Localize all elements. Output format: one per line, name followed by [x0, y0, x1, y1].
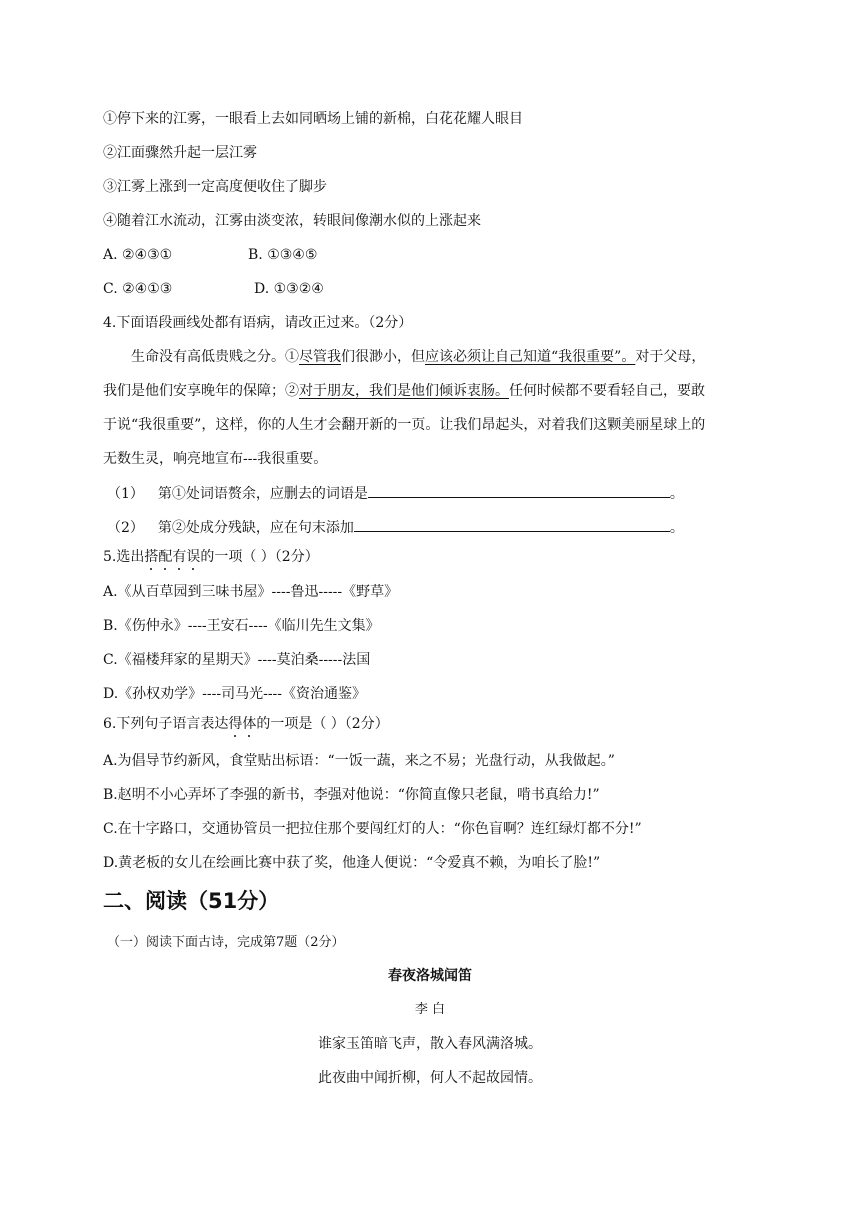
q3-sentence-3: ③江雾上涨到一定高度便收住了脚步 [103, 179, 327, 195]
q4-sub-1-number: （1） [107, 486, 144, 502]
q4-paragraph-line-2 [103, 381, 705, 401]
q4-period: 。 [669, 486, 684, 502]
q6-title-text: 的一项是（ ）（2分） [256, 716, 389, 732]
q3-sentence-4: ④随着江水流动，江雾由淡变浓，转眼间像潮水似的上涨起来 [103, 213, 481, 229]
q4-period: 。 [669, 520, 684, 536]
q6-title [103, 714, 389, 734]
q4-text: 我们是他们安享晚年的保障；② [103, 383, 299, 399]
q4-underlined-2: 应该必须让自己知道“我很重要”。 [425, 349, 636, 365]
q5-option-a: A.《从百草园到三味书屋》----鲁迅-----《野草》 [103, 584, 399, 600]
q3-option-d: D. ①③②④ [254, 281, 324, 297]
emphasis-char: 搭 [144, 549, 159, 565]
section-heading: 二、阅读（51分） [103, 889, 280, 913]
q3-option-a: A. ②④③① [103, 247, 173, 263]
q4-sub-2-number: （2） [107, 520, 144, 536]
q4-paragraph-line-1 [131, 347, 705, 367]
q4-text: 任何时候都不要看轻自己，要敢 [509, 383, 705, 399]
q4-sub-2-text: 第②处成分残缺，应在句末添加 [157, 520, 354, 536]
q4-paragraph-line-4: 无数生灵，响亮地宣布---我很重要。 [103, 451, 328, 467]
q5-title-text: 的一项（ ）（2分） [200, 549, 319, 565]
q6-option-a: A.为倡导节约新风，食堂贴出标语：“一饭一蔬，来之不易；光盘行动，从我做起。” [103, 753, 615, 769]
q5-title-text: 5.选出 [103, 549, 145, 565]
q5-option-c: C.《福楼拜家的星期天》----莫泊桑-----法国 [103, 652, 371, 668]
q4-sub-1-text: 第①处词语赘余，应删去的词语是 [157, 486, 368, 502]
q3-option-b: B. ①③④⑤ [248, 247, 318, 263]
poem-line-1: 谁家玉笛暗飞声，散入春风满洛城。 [318, 1036, 542, 1052]
q4-sub-1 [107, 483, 684, 504]
emphasis-char: 配 [158, 549, 173, 565]
q6-option-d: D.黄老板的女儿在绘画比赛中获了奖，他逢人便说：“令爱真不赖，为咱长了脸!” [103, 855, 601, 871]
q3-option-c: C. ②④①③ [103, 281, 173, 297]
q4-underlined-3: 对于朋友，我们是他们倾诉衷肠。 [299, 383, 509, 399]
q4-paragraph-line-3: 于说“我很重要”，这样，你的人生才会翻开新的一页。让我们昂起头，对着我们这颗美丽星球上的 [103, 417, 706, 433]
poem-line-2: 此夜曲中闻折柳，何人不起故园情。 [318, 1070, 542, 1086]
q4-sub-2 [107, 517, 684, 538]
emphasis-char: 误 [186, 549, 201, 565]
q4-underlined-1: 尽管我 [299, 349, 341, 365]
q4-text: 们很渺小，但 [341, 349, 425, 365]
q6-title-text: 6.下列句子语言表达 [103, 716, 229, 732]
emphasis-char: 体 [242, 716, 257, 732]
q4-text: 生命没有高低贵贱之分。① [131, 349, 299, 365]
emphasis-char: 有 [172, 549, 187, 565]
q3-sentence-1: ①停下来的江雾，一眼看上去如同晒场上铺的新棉，白花花耀人眼目 [103, 111, 523, 127]
q5-option-d: D.《孙权劝学》----司马光----《资治通鉴》 [103, 686, 367, 702]
q6-option-c: C.在十字路口，交通协管员一把拉住那个要闯红灯的人：“你色盲啊？连红绿灯都不分!” [103, 821, 642, 837]
q4-text: 对于父母， [635, 349, 706, 365]
q3-sentence-2: ②江面骤然升起一层江雾 [103, 145, 257, 161]
section-subheading: （一）阅读下面古诗，完成第7题（2分） [107, 935, 345, 950]
q6-option-b: B.赵明不小心弄坏了李强的新书，李强对他说：“你简直像只老鼠，啃书真给力!” [103, 787, 600, 803]
poem-author: 李 白 [414, 1002, 446, 1017]
q4-answer-blank-1[interactable] [368, 483, 670, 498]
q5-title [103, 547, 319, 567]
q5-option-b: B.《伤仲永》----王安石----《临川先生文集》 [103, 618, 380, 634]
poem-title: 春夜洛城闻笛 [388, 968, 472, 984]
emphasis-char: 得 [228, 716, 243, 732]
q4-title: 4.下面语段画线处都有语病，请改正过来。（2分） [103, 315, 413, 331]
q4-answer-blank-2[interactable] [354, 517, 670, 532]
